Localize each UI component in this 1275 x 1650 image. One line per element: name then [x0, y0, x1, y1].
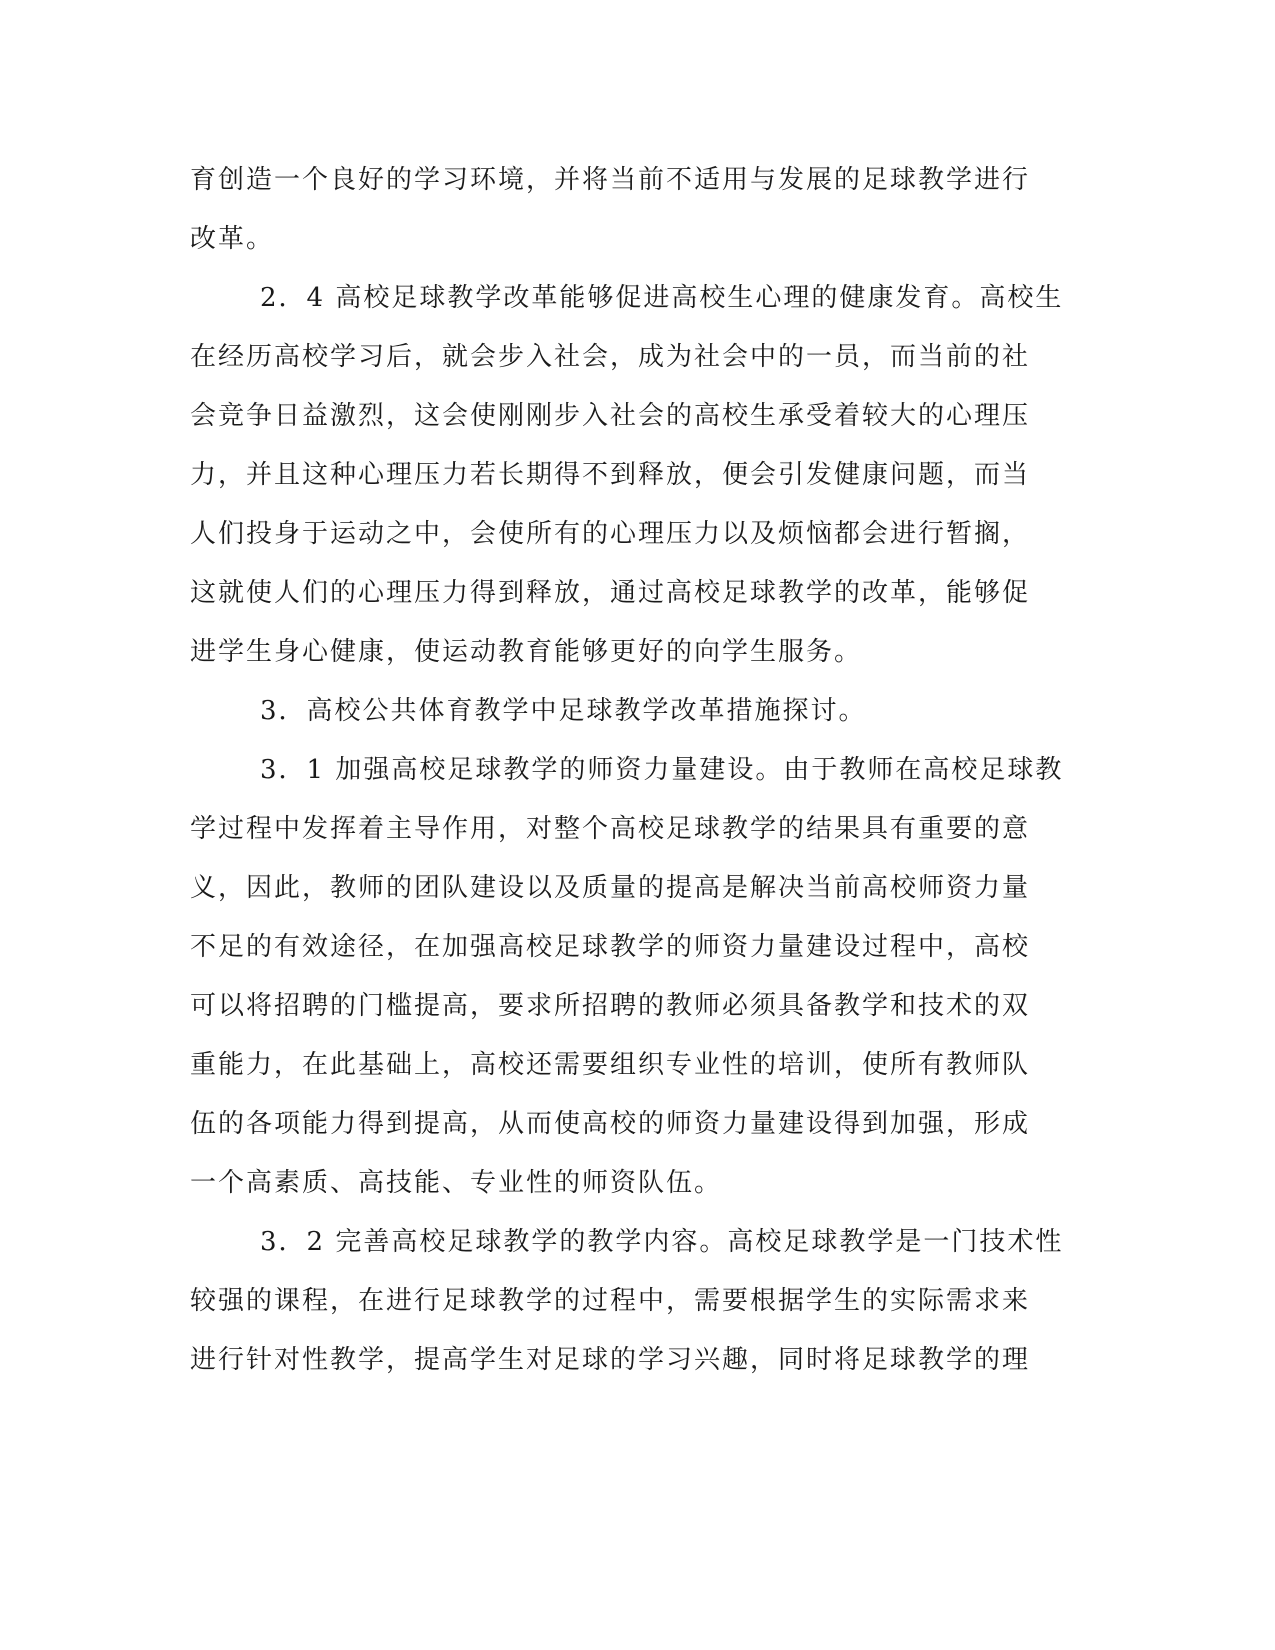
- text-line: 重能力，在此基础上，高校还需要组织专业性的培训，使所有教师队: [190, 1050, 1031, 1080]
- text-line: 伍的各项能力得到提高，从而使高校的师资力量建设得到加强，形成: [190, 1109, 1031, 1139]
- text-line: 这就使人们的心理压力得到释放，通过高校足球教学的改革，能够促: [190, 578, 1031, 608]
- text-line: 在经历高校学习后，就会步入社会，成为社会中的一员，而当前的社: [190, 342, 1031, 372]
- text-line: 进学生身心健康，使运动教育能够更好的向学生服务。: [190, 637, 863, 667]
- text-line: 不足的有效途径，在加强高校足球教学的师资力量建设过程中，高校: [190, 932, 1031, 962]
- section-heading-3-1: 3．1 加强高校足球教学的师资力量建设。由于教师在高校足球教: [260, 755, 1064, 785]
- text-line: 较强的课程，在进行足球教学的过程中，需要根据学生的实际需求来: [190, 1286, 1031, 1316]
- text-line: 学过程中发挥着主导作用，对整个高校足球教学的结果具有重要的意: [190, 814, 1031, 844]
- section-heading-2-4: 2．4 高校足球教学改革能够促进高校生心理的健康发育。高校生: [260, 283, 1064, 313]
- section-heading-3: 3．高校公共体育教学中足球教学改革措施探讨。: [260, 696, 867, 726]
- text-line: 会竞争日益激烈，这会使刚刚步入社会的高校生承受着较大的心理压: [190, 401, 1031, 431]
- text-line: 一个高素质、高技能、专业性的师资队伍。: [190, 1168, 723, 1198]
- text-line: 可以将招聘的门槛提高，要求所招聘的教师必须具备教学和技术的双: [190, 991, 1031, 1021]
- text-line: 进行针对性教学，提高学生对足球的学习兴趣，同时将足球教学的理: [190, 1345, 1031, 1375]
- section-heading-3-2: 3．2 完善高校足球教学的教学内容。高校足球教学是一门技术性: [260, 1227, 1064, 1257]
- text-line: 力，并且这种心理压力若长期得不到释放，便会引发健康问题，而当: [190, 460, 1031, 490]
- text-line: 义，因此，教师的团队建设以及质量的提高是解决当前高校师资力量: [190, 873, 1031, 903]
- text-line: 人们投身于运动之中，会使所有的心理压力以及烦恼都会进行暂搁，: [190, 519, 1031, 549]
- text-line: 改革。: [190, 224, 275, 254]
- text-line: 育创造一个良好的学习环境，并将当前不适用与发展的足球教学进行: [190, 165, 1031, 195]
